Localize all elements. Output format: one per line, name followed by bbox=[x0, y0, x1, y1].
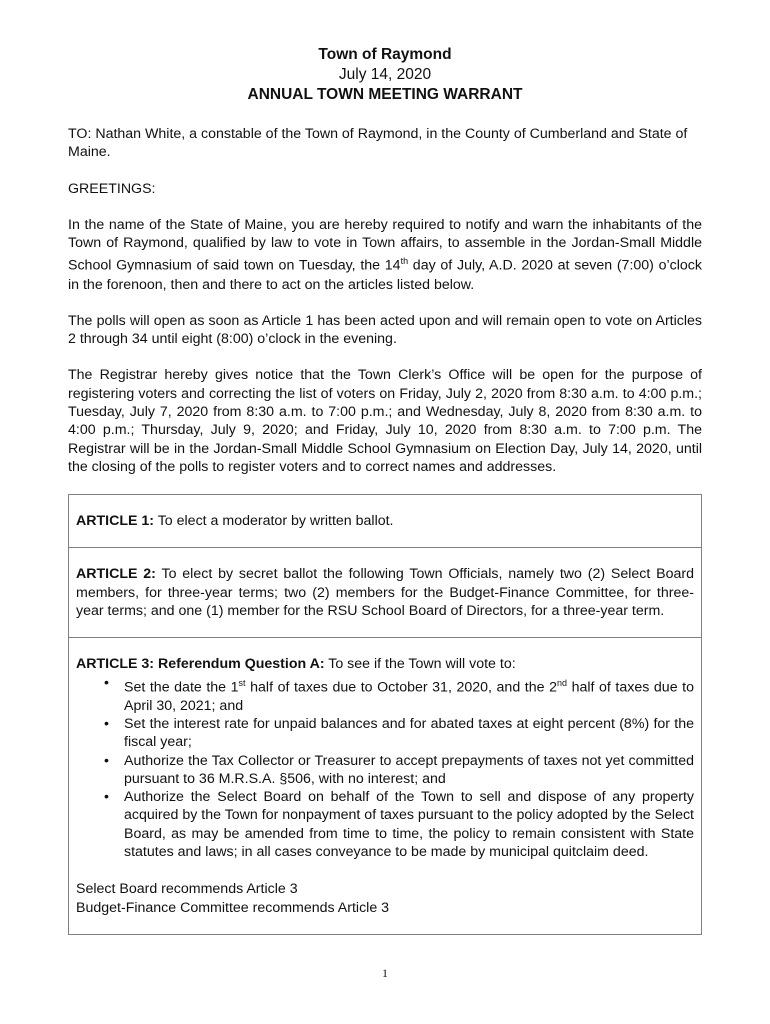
list-item bbox=[104, 788, 694, 861]
notice-text-b: day of July, A.D. 2020 at seven (7:00) o’clock in the forenoon, then and there to act on the articles listed below. bbox=[68, 258, 702, 293]
page-number: 1 bbox=[382, 966, 388, 980]
article-3-intro: To see if the Town will vote to: bbox=[324, 656, 516, 673]
greetings: GREETINGS: bbox=[68, 180, 156, 197]
bullet-1-text-a: Set the date the 1 bbox=[124, 679, 239, 696]
select-board-recommendation: Select Board recommends Article 3 bbox=[76, 881, 298, 898]
article-1 bbox=[69, 495, 701, 547]
bullet-1-text-c: half of taxes due to April 30, 2021; and bbox=[124, 679, 694, 714]
to-paragraph: TO: Nathan White, a constable of the Town of Raymond, in the County of Cumberland and State of Maine. bbox=[68, 126, 688, 161]
article-2 bbox=[69, 547, 701, 637]
list-item bbox=[104, 674, 694, 715]
town-name: Town of Raymond bbox=[318, 46, 452, 63]
notice-text-a: In the name of the State of Maine, you are hereby required to notify and warn the inhabitants of the Town of Raymond, qualified by law to vote in Town affairs, to assemble in the Jordan-Small Middle School Gymnasium of said town on Tuesday, the 14 bbox=[68, 216, 702, 275]
notice-paragraph bbox=[68, 216, 702, 294]
meeting-date: July 14, 2020 bbox=[338, 66, 432, 83]
polls-paragraph: The polls will open as soon as Article 1 has been acted upon and will remain open to vote on Articles 2 through 34 until eight (8:00) o’clock in the evening. bbox=[68, 312, 702, 348]
list-item bbox=[104, 752, 694, 789]
bullet-icon: • bbox=[104, 716, 109, 732]
bullet-icon: • bbox=[104, 674, 109, 691]
article-1-label: ARTICLE 1: bbox=[76, 513, 155, 530]
bullet-4-text: Authorize the Select Board on behalf of the Town to sell and dispose of any property acquired by the Town for nonpayment of taxes pursuant to the policy adopted by the Select Board, as may be amended from time to time, the policy to remain consistent with State statutes and laws; in all cases conveyance to be made by municipal quitclaim deed. bbox=[124, 789, 694, 861]
document-header bbox=[68, 45, 702, 105]
document-page bbox=[68, 45, 702, 935]
document-title: ANNUAL TOWN MEETING WARRANT bbox=[247, 86, 523, 103]
article-3-list bbox=[76, 674, 694, 862]
bullet-1-sup-b: nd bbox=[556, 677, 567, 688]
bullet-1-text-b: half of taxes due to October 31, 2020, and the 2 bbox=[245, 679, 557, 696]
article-3-label: ARTICLE 3: Referendum Question A: bbox=[76, 656, 325, 673]
article-3 bbox=[69, 637, 701, 934]
bullet-2-text: Set the interest rate for unpaid balances and for abated taxes at eight percent (8%) for the fiscal year; bbox=[124, 716, 694, 751]
bullet-3-text: Authorize the Tax Collector or Treasurer to accept prepayments of taxes not yet committed pursuant to 36 M.R.S.A. §506, with no interest; and bbox=[124, 752, 694, 787]
articles-table bbox=[68, 494, 702, 935]
budget-committee-recommendation: Budget-Finance Committee recommends Article 3 bbox=[76, 899, 390, 916]
article-1-text: To elect a moderator by written ballot. bbox=[154, 513, 394, 530]
list-item bbox=[104, 715, 694, 752]
article-2-label: ARTICLE 2: bbox=[76, 566, 156, 583]
bullet-1-sup-a: st bbox=[238, 677, 246, 688]
registrar-paragraph: The Registrar hereby gives notice that the Town Clerk’s Office will be open for the purpose of registering voters and correcting the list of voters on Friday, July 2, 2020 from 8:30 a.m. to 4:00 p.m.; Tuesday, July 7, 2020 from 8:30 a.m. to 7:00 p.m.; and Wednesday, July 8, 2020 from 8:30 a.m. to 4:00 p.m.; Thursday, July 9, 2020; and Friday, July 10, 2020 from 8:30 a.m. to 7:00 p.m. The Registrar will be in the Jordan-Small Middle School Gymnasium on Election Day, July 14, 2020, until the closing of the polls to register voters and to correct names and addresses. bbox=[68, 367, 702, 475]
notice-sup: th bbox=[400, 256, 409, 267]
article-2-text: To elect by secret ballot the following Town Officials, namely two (2) Select Board members, for three-year terms; two (2) members for the Budget-Finance Committee, for three-year terms; and one (1) member for the RSU School Board of Directors, for a three-year term. bbox=[76, 566, 695, 620]
bullet-icon: • bbox=[104, 789, 109, 806]
article-3-heading bbox=[76, 655, 694, 673]
bullet-icon: • bbox=[104, 752, 109, 769]
